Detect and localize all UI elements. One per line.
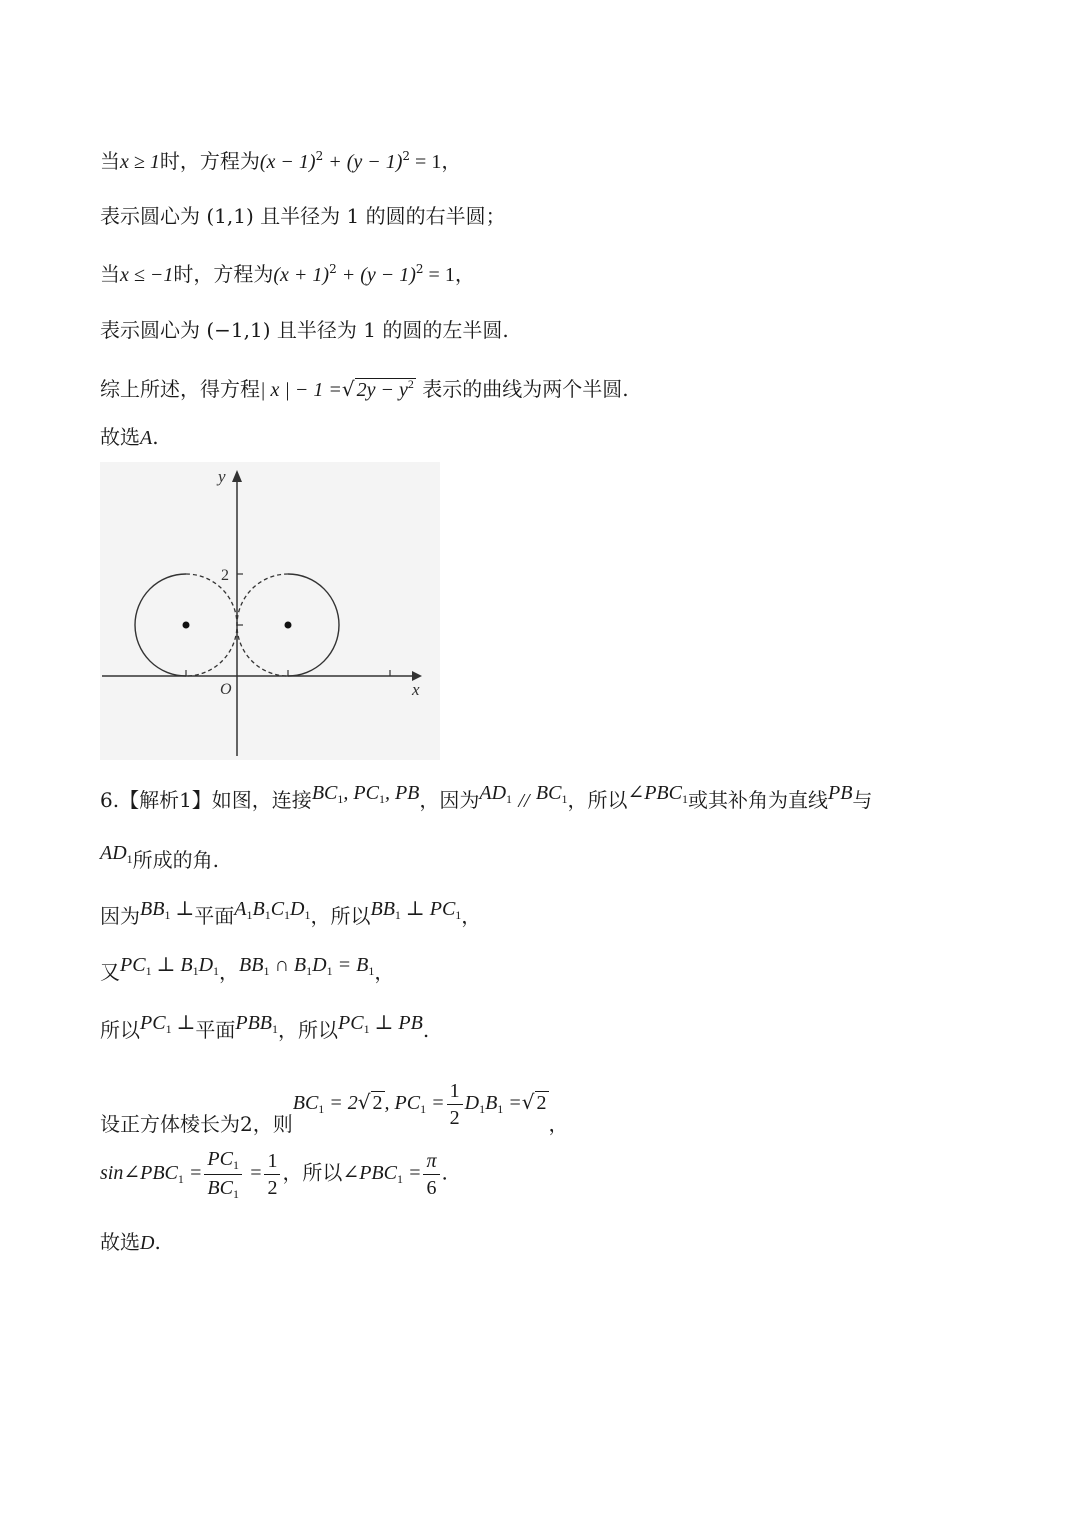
text: 6.【解析1】如图，连接 (100, 788, 312, 812)
text: 或其补角为直线 (687, 788, 828, 812)
origin-label: O (220, 681, 232, 698)
sol6-line-5 (100, 1012, 430, 1043)
right-center-point (285, 622, 292, 629)
sol6-line-6 (100, 1072, 569, 1137)
exponent: 2 (415, 262, 424, 276)
text: . (441, 1160, 448, 1185)
text: 当 (100, 262, 120, 286)
fraction-pi-6: $\frac{\pi}{6}$ (423, 1150, 439, 1199)
sqrt-icon: √ (357, 1090, 371, 1115)
text-line-answer-a (100, 427, 159, 448)
math-ad1: $AD_1$ (100, 842, 133, 866)
text: . (422, 1018, 430, 1042)
math-expr: (x + 1) (273, 264, 330, 286)
y-tick-label-2: 2 (221, 567, 229, 584)
sol6-line-answer-d (100, 1232, 161, 1253)
text: 与 (852, 788, 873, 812)
text-line-right-semicircle: 表示圆心为 (1,1) 且半径为 1 的圆的右半圆； (100, 204, 506, 228)
text: 又 (100, 960, 120, 984)
fraction-pc1-bc1: $\frac{PC_1}{BC_1}$ (204, 1148, 242, 1201)
text: 时，方程为 (159, 149, 260, 173)
text-line-left-semicircle: 表示圆心为 (−1,1) 且半径为 1 的圆的左半圆. (100, 318, 509, 342)
text: 所以 (100, 1018, 140, 1042)
math-expr: + (y − 1) (323, 151, 403, 173)
text: ，所以 (310, 904, 371, 928)
text: 所成的角. (132, 848, 220, 872)
text: ，所以 (567, 788, 628, 812)
sqrt-icon: √ (521, 1090, 535, 1115)
math-expr: + (y − 1) (336, 264, 416, 286)
text: ， (374, 960, 395, 984)
text: 故选 (100, 1230, 140, 1254)
text: 综上所述，得方程 (100, 377, 260, 401)
y-axis-label: y (218, 467, 226, 486)
sol6-line-3 (100, 898, 482, 929)
math-expr: 2y − y (356, 379, 408, 401)
math-inequality: x ≥ 1 (120, 151, 160, 173)
text: 时，方程为 (173, 262, 274, 286)
exponent: 2 (329, 262, 337, 276)
math-expr: = 1， (423, 264, 475, 286)
math-pb: PB (827, 782, 853, 804)
text: . (154, 1230, 161, 1254)
math-pc1: $PC_1$ ⊥ (140, 1012, 196, 1036)
fraction-half: $\frac{1}{2}$ (264, 1150, 280, 1199)
math-angle: $\angle PBC_1$ (627, 782, 688, 806)
text-line-case-x-ge-1 (100, 150, 461, 172)
semicircles-graph (100, 462, 440, 760)
parallel-symbol: // (518, 790, 530, 812)
sol6-line-7 (100, 1148, 448, 1201)
answer-letter: A (140, 427, 153, 449)
fraction-half: $\frac{1}{2}$ (447, 1080, 463, 1129)
exponent: 2 (402, 149, 411, 163)
text: ， (548, 1112, 569, 1137)
math-sin: $\sin\angle PBC_1$ = $\frac{PC_1}{BC_1}$ = $\frac{1}{2}$ (100, 1162, 282, 1184)
text-line-conclusion (100, 378, 629, 400)
math-segments: $BC_1$, $PC_1$, PB (311, 782, 420, 806)
sol6-line-4 (100, 954, 395, 985)
answer-letter: D (140, 1232, 155, 1254)
text: 因为 (100, 904, 140, 928)
text: . (152, 425, 159, 449)
math-plane-a1b1c1d1: $A_1B_1C_1D_1$ (234, 898, 311, 922)
math-inequality: x ≤ −1 (120, 264, 174, 286)
text: ， (461, 904, 482, 928)
text: 设正方体棱长为2，则 (100, 1112, 293, 1137)
text: ，所以 (278, 1018, 339, 1042)
sol6-line-2 (100, 842, 220, 873)
math-bc1: $BC_1$ (535, 782, 568, 806)
math-lengths: $BC_1 = 2√$ 2 , $PC_1$ = $\frac{1}{2}$ $D_1B_1$ =√ 2 (292, 1080, 547, 1129)
math-expr: | x | − 1 = (260, 379, 342, 401)
graph-background (100, 462, 440, 760)
exponent: 2 (407, 377, 414, 391)
left-center-point (183, 622, 190, 629)
sol6-line-1 (100, 782, 873, 813)
text: ， (219, 960, 240, 984)
sqrt-icon: √ (341, 377, 355, 401)
math-expr: (x − 1) (259, 151, 316, 173)
text: 表示的曲线为两个半圆. (422, 377, 629, 401)
x-axis-label: x (412, 680, 420, 699)
sqrt-content (355, 378, 416, 401)
text: 平面 (194, 904, 235, 928)
text: 平面 (195, 1018, 236, 1042)
math-perp: $PC_1$ ⊥ $B_1D_1$ (120, 954, 220, 978)
text-line-case-x-le-neg1 (100, 263, 475, 285)
exponent: 2 (315, 149, 324, 163)
math-expr: = 1， (410, 151, 462, 173)
math-bb1: $BB_1$ ⊥ (140, 898, 195, 922)
math-perp: $PC_1$ ⊥ PB (338, 1012, 423, 1036)
text: 故选 (100, 425, 140, 449)
math-plane-pbb1: $PBB_1$ (235, 1012, 279, 1036)
text: 当 (100, 149, 120, 173)
text: ，因为 (419, 788, 480, 812)
math-perp: $BB_1$ ⊥ $PC_1$ (370, 898, 462, 922)
math-angle-value: $\angle PBC_1$ = $\frac{\pi}{6}$ (342, 1162, 441, 1184)
text: ，所以 (282, 1160, 343, 1185)
math-intersection: $BB_1$ ∩ $B_1D_1 = B_1$ (239, 954, 375, 978)
math-ad1: $AD_1$ (479, 782, 513, 806)
